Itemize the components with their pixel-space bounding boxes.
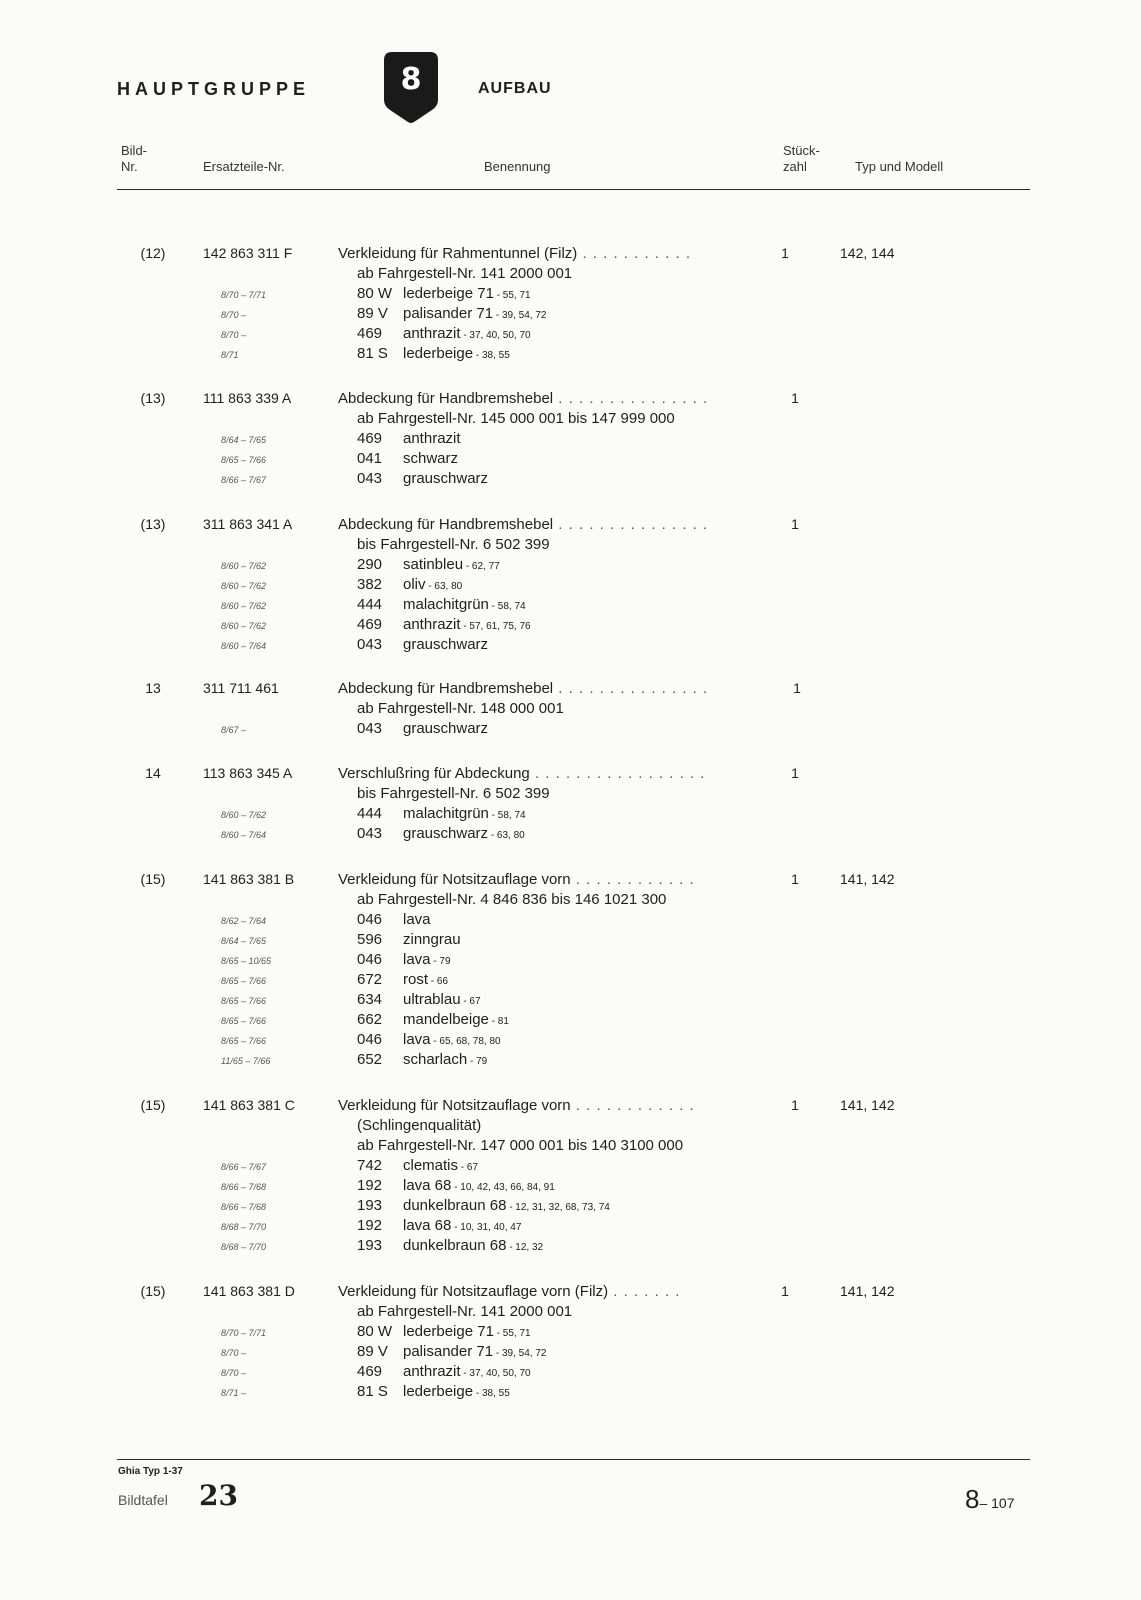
chassis-range: ab Fahrgestell-Nr. 145 000 001 bis 147 999 000	[357, 410, 675, 427]
color-variant	[0, 1343, 1141, 1363]
validity-date: 8/62 – 7/64	[221, 916, 267, 926]
part-description: Verkleidung für Notsitzauflage vorn . . . . . . . . . . . .	[338, 1097, 695, 1114]
page-number: 8– 107	[965, 1484, 1015, 1514]
model-types: 141, 142	[840, 1283, 895, 1299]
color-variant	[0, 971, 1141, 991]
color-code: 81 S	[357, 1383, 388, 1400]
validity-date: 8/68 – 7/70	[221, 1242, 267, 1252]
color-variant	[0, 576, 1141, 596]
validity-date: 8/70 – 7/71	[221, 1328, 267, 1338]
validity-date: 8/60 – 7/62	[221, 621, 267, 631]
color-name: lederbeige - 38, 55	[403, 1383, 510, 1400]
chassis-range: bis Fahrgestell-Nr. 6 502 399	[357, 536, 550, 553]
color-code: 672	[357, 971, 383, 988]
color-code: 046	[357, 911, 383, 928]
color-code: 193	[357, 1197, 383, 1214]
bild-number: 13	[145, 680, 161, 696]
validity-date: 8/70 – 7/71	[221, 290, 267, 300]
color-code: 596	[357, 931, 383, 948]
color-code: 444	[357, 596, 383, 613]
entry-main-line	[0, 680, 1141, 700]
color-code: 290	[357, 556, 383, 573]
color-variant	[0, 1031, 1141, 1051]
group-number-badge	[382, 48, 440, 124]
validity-date: 8/66 – 7/67	[221, 475, 267, 485]
quantity: 1	[793, 680, 801, 696]
color-name: satinbleu - 62, 77	[403, 556, 500, 573]
group-title: AUFBAU	[478, 80, 552, 97]
color-code: 444	[357, 805, 383, 822]
validity-date: 8/66 – 7/68	[221, 1182, 267, 1192]
part-number: 141 863 381 D	[203, 1283, 295, 1299]
color-code: 046	[357, 951, 383, 968]
part-description: Verkleidung für Rahmentunnel (Filz) . . . . . . . . . . .	[338, 245, 691, 262]
col-name: Benennung	[484, 159, 551, 174]
color-code: 041	[357, 450, 383, 467]
color-name: mandelbeige - 81	[403, 1011, 509, 1028]
color-name: ultrablau - 67	[403, 991, 481, 1008]
color-name: schwarz	[403, 450, 459, 467]
color-variant	[0, 911, 1141, 931]
color-code: 80 W	[357, 1323, 393, 1340]
bild-number: (12)	[140, 245, 166, 261]
color-variant	[0, 720, 1141, 740]
color-variant	[0, 991, 1141, 1011]
quantity: 1	[791, 765, 799, 781]
color-name: clematis - 67	[403, 1157, 479, 1174]
color-name: malachitgrün - 58, 74	[403, 596, 526, 613]
color-code: 043	[357, 636, 383, 653]
color-variant	[0, 470, 1141, 490]
color-name: anthrazit - 37, 40, 50, 70	[403, 325, 531, 342]
color-name: anthrazit	[403, 430, 461, 447]
entry-sub-line	[0, 536, 1141, 556]
model-types: 141, 142	[840, 1097, 895, 1113]
bild-number: (15)	[140, 1283, 166, 1299]
bild-number: (13)	[140, 516, 166, 532]
quantity: 1	[781, 1283, 789, 1299]
part-number: 111 863 339 A	[203, 390, 292, 406]
entry-sub-line	[0, 265, 1141, 285]
col-model: Typ und Modell	[855, 159, 944, 174]
validity-date: 8/66 – 7/67	[221, 1162, 267, 1172]
validity-date: 8/67 –	[221, 725, 247, 735]
color-name: lava 68 - 10, 31, 40, 47	[403, 1217, 522, 1234]
color-code: 192	[357, 1217, 383, 1234]
chassis-range: bis Fahrgestell-Nr. 6 502 399	[357, 785, 550, 802]
color-variant	[0, 1323, 1141, 1343]
validity-date: 8/60 – 7/62	[221, 810, 267, 820]
validity-date: 8/70 –	[221, 310, 247, 320]
quantity: 1	[791, 871, 799, 887]
part-description: Verschlußring für Abdeckung . . . . . . . . . . . . . . . . .	[338, 765, 706, 782]
entry-main-line	[0, 390, 1141, 410]
color-code: 652	[357, 1051, 383, 1068]
color-variant	[0, 1051, 1141, 1071]
color-name: anthrazit - 37, 40, 50, 70	[403, 1363, 531, 1380]
footer-tafel-number: 23	[199, 1479, 238, 1512]
color-variant	[0, 305, 1141, 325]
quantity: 1	[791, 516, 799, 532]
color-name: lava 68 - 10, 42, 43, 66, 84, 91	[403, 1177, 555, 1194]
color-variant	[0, 1383, 1141, 1403]
color-name: lederbeige 71 - 55, 71	[403, 285, 531, 302]
color-code: 469	[357, 1363, 383, 1380]
color-variant	[0, 1217, 1141, 1237]
quantity: 1	[791, 1097, 799, 1113]
entry-main-line	[0, 245, 1141, 265]
color-variant	[0, 345, 1141, 365]
entry-sub-line	[0, 410, 1141, 430]
chassis-range: ab Fahrgestell-Nr. 4 846 836 bis 146 1021 300	[357, 891, 667, 908]
validity-date: 8/65 – 7/66	[221, 455, 267, 465]
color-code: 469	[357, 430, 383, 447]
validity-date: 8/64 – 7/65	[221, 936, 267, 946]
validity-date: 8/60 – 7/64	[221, 641, 267, 651]
validity-date: 8/70 –	[221, 330, 247, 340]
color-variant	[0, 556, 1141, 576]
validity-date: 8/60 – 7/62	[221, 581, 267, 591]
color-name: lava	[403, 911, 431, 928]
entry-sub-line	[0, 700, 1141, 720]
part-number: 311 863 341 A	[203, 516, 293, 532]
color-name: lava - 65, 68, 78, 80	[403, 1031, 501, 1048]
color-code: 469	[357, 616, 383, 633]
col-part-number: Ersatzteile-Nr.	[203, 159, 285, 174]
color-variant	[0, 1177, 1141, 1197]
color-variant	[0, 636, 1141, 656]
validity-date: 8/65 – 7/66	[221, 1016, 267, 1026]
color-variant	[0, 325, 1141, 345]
color-name: anthrazit - 57, 61, 75, 76	[403, 616, 531, 633]
color-variant	[0, 1011, 1141, 1031]
color-variant	[0, 805, 1141, 825]
color-name: zinngrau	[403, 931, 461, 948]
color-name: grauschwarz	[403, 470, 489, 487]
part-number: 142 863 311 F	[203, 245, 293, 261]
color-code: 043	[357, 825, 383, 842]
color-variant	[0, 825, 1141, 845]
color-code: 634	[357, 991, 383, 1008]
color-code: 043	[357, 720, 383, 737]
color-code: 469	[357, 325, 383, 342]
chassis-range: ab Fahrgestell-Nr. 141 2000 001	[357, 265, 573, 282]
color-name: malachitgrün - 58, 74	[403, 805, 526, 822]
entry-main-line	[0, 516, 1141, 536]
validity-date: 11/65 – 7/66	[221, 1056, 271, 1066]
part-description: Verkleidung für Notsitzauflage vorn . . . . . . . . . . . .	[338, 871, 695, 888]
color-name: palisander 71 - 39, 54, 72	[403, 1343, 547, 1360]
part-description: Abdeckung für Handbremshebel . . . . . . . . . . . . . . .	[338, 680, 709, 697]
bild-number: (15)	[140, 1097, 166, 1113]
model-types: 142, 144	[840, 245, 895, 261]
color-code: 80 W	[357, 285, 393, 302]
validity-date: 8/70 –	[221, 1348, 247, 1358]
color-variant	[0, 596, 1141, 616]
color-code: 192	[357, 1177, 383, 1194]
color-name: grauschwarz	[403, 636, 489, 653]
color-variant	[0, 430, 1141, 450]
color-name: lava - 79	[403, 951, 451, 968]
color-code: 81 S	[357, 345, 388, 362]
color-name: dunkelbraun 68 - 12, 31, 32, 68, 73, 74	[403, 1197, 610, 1214]
color-code: 382	[357, 576, 383, 593]
color-code: 89 V	[357, 1343, 388, 1360]
color-variant	[0, 1363, 1141, 1383]
color-variant	[0, 450, 1141, 470]
validity-date: 8/71	[221, 350, 239, 360]
color-name: grauschwarz	[403, 720, 489, 737]
entry-sub-line	[0, 891, 1141, 911]
validity-date: 8/65 – 7/66	[221, 976, 267, 986]
footer-tafel-label: Bildtafel	[118, 1492, 168, 1508]
entry-sub-line	[0, 1137, 1141, 1157]
bild-number: (13)	[140, 390, 166, 406]
entry-main-line	[0, 1097, 1141, 1117]
color-variant	[0, 951, 1141, 971]
entry-sub-line	[0, 1303, 1141, 1323]
validity-date: 8/60 – 7/62	[221, 601, 267, 611]
color-name: palisander 71 - 39, 54, 72	[403, 305, 547, 322]
color-name: lederbeige 71 - 55, 71	[403, 1323, 531, 1340]
color-variant	[0, 1237, 1141, 1257]
bild-number: (15)	[140, 871, 166, 887]
part-number: 141 863 381 B	[203, 871, 295, 887]
part-number: 141 863 381 C	[203, 1097, 295, 1113]
color-code: 662	[357, 1011, 383, 1028]
color-code: 043	[357, 470, 383, 487]
chassis-range: (Schlingenqualität)	[357, 1117, 482, 1134]
part-number: 113 863 345 A	[203, 765, 293, 781]
color-name: dunkelbraun 68 - 12, 32	[403, 1237, 544, 1254]
part-description: Verkleidung für Notsitzauflage vorn (Filz) . . . . . . .	[338, 1283, 681, 1300]
entry-sub-line	[0, 1117, 1141, 1137]
color-code: 742	[357, 1157, 383, 1174]
validity-date: 8/65 – 10/65	[221, 956, 272, 966]
color-code: 046	[357, 1031, 383, 1048]
color-variant	[0, 1157, 1141, 1177]
color-name: oliv - 63, 80	[403, 576, 463, 593]
footer-model: Ghia Typ 1-37	[118, 1466, 183, 1477]
part-number: 311 711 461	[203, 680, 279, 696]
header-rule	[117, 189, 1030, 190]
color-name: grauschwarz - 63, 80	[403, 825, 525, 842]
quantity: 1	[791, 390, 799, 406]
color-name: rost - 66	[403, 971, 449, 988]
validity-date: 8/66 – 7/68	[221, 1202, 267, 1212]
validity-date: 8/65 – 7/66	[221, 996, 267, 1006]
group-label: HAUPTGRUPPE	[117, 79, 311, 99]
color-variant	[0, 931, 1141, 951]
chassis-range: ab Fahrgestell-Nr. 148 000 001	[357, 700, 564, 717]
col-quantity: Stück- zahl	[783, 143, 820, 174]
chassis-range: ab Fahrgestell-Nr. 147 000 001 bis 140 3100 000	[357, 1137, 684, 1154]
quantity: 1	[781, 245, 789, 261]
chassis-range: ab Fahrgestell-Nr. 141 2000 001	[357, 1303, 573, 1320]
bild-number: 14	[145, 765, 161, 781]
validity-date: 8/68 – 7/70	[221, 1222, 267, 1232]
entry-main-line	[0, 765, 1141, 785]
col-bild-nr: Bild- Nr.	[121, 143, 148, 174]
validity-date: 8/71 –	[221, 1388, 247, 1398]
color-variant	[0, 616, 1141, 636]
entry-main-line	[0, 1283, 1141, 1303]
color-variant	[0, 285, 1141, 305]
model-types: 141, 142	[840, 871, 895, 887]
group-number: 8	[400, 62, 422, 97]
color-variant	[0, 1197, 1141, 1217]
color-code: 89 V	[357, 305, 388, 322]
validity-date: 8/70 –	[221, 1368, 247, 1378]
validity-date: 8/65 – 7/66	[221, 1036, 267, 1046]
color-name: scharlach - 79	[403, 1051, 488, 1068]
footer-rule	[117, 1459, 1030, 1460]
validity-date: 8/64 – 7/65	[221, 435, 267, 445]
part-description: Abdeckung für Handbremshebel . . . . . . . . . . . . . . .	[338, 390, 709, 407]
part-description: Abdeckung für Handbremshebel . . . . . . . . . . . . . . .	[338, 516, 709, 533]
validity-date: 8/60 – 7/64	[221, 830, 267, 840]
entry-sub-line	[0, 785, 1141, 805]
validity-date: 8/60 – 7/62	[221, 561, 267, 571]
entry-main-line	[0, 871, 1141, 891]
color-name: lederbeige - 38, 55	[403, 345, 510, 362]
color-code: 193	[357, 1237, 383, 1254]
